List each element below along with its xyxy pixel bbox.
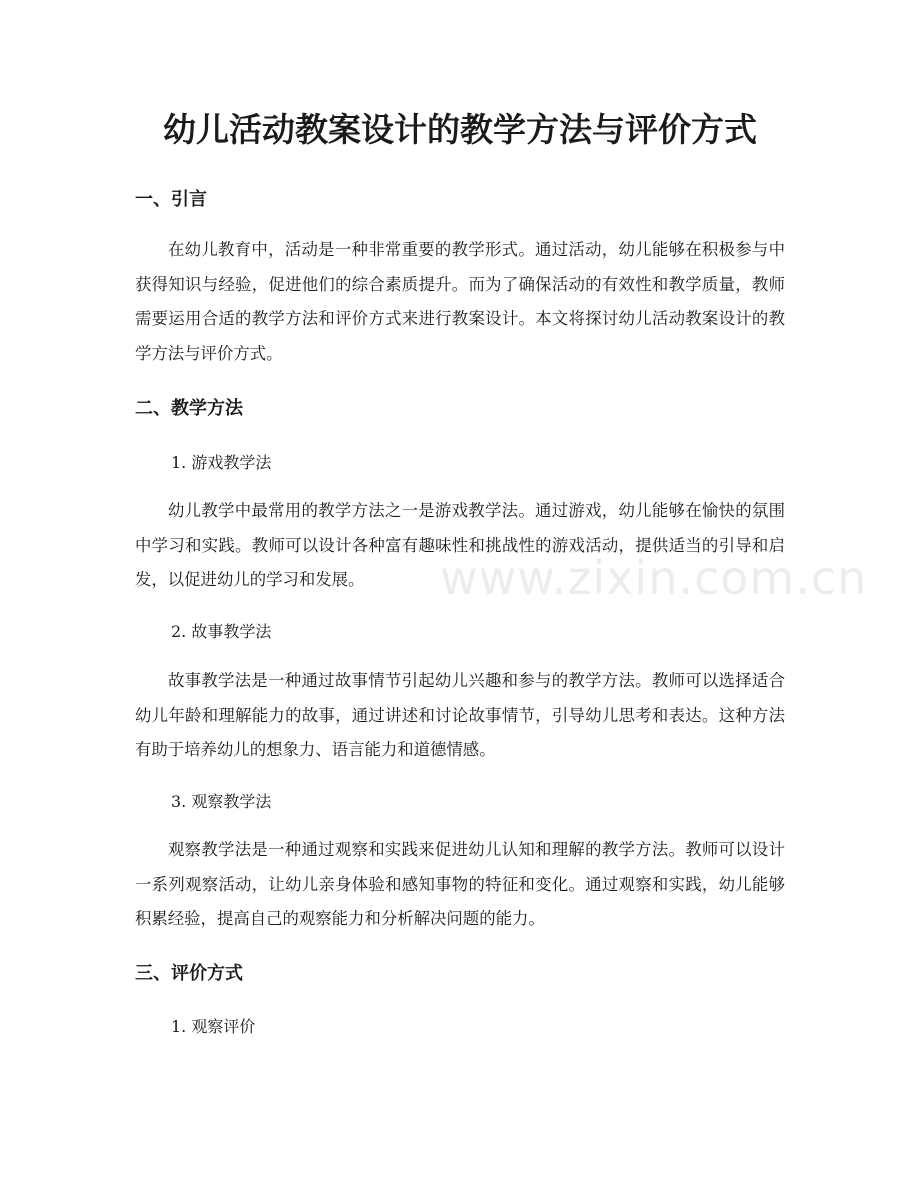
section-heading-methods: 二、教学方法: [135, 398, 243, 419]
method-label-game: 1. 游戏教学法: [171, 453, 272, 472]
method-paragraph-story: 故事教学法是一种通过故事情节引起幼儿兴趣和参与的教学方法。教师可以选择适合幼儿年龄和理解能力的故事，通过讲述和讨论故事情节，引导幼儿思考和表达。这种方法有助于培养幼儿的想象力、语言能力和道德情感。: [135, 671, 785, 759]
document-title: 幼儿活动教案设计的教学方法与评价方式: [163, 110, 757, 149]
evaluation-label-observation: 1. 观察评价: [171, 1017, 256, 1036]
intro-paragraph: 在幼儿教育中，活动是一种非常重要的教学形式。通过活动，幼儿能够在积极参与中获得知识与经验，促进他们的综合素质提升。而为了确保活动的有效性和教学质量，教师需要运用合适的教学方法和评价方式来进行教案设计。本文将探讨幼儿活动教案设计的教学方法与评价方式。: [135, 240, 785, 363]
section-heading-intro: 一、引言: [135, 189, 207, 210]
section-heading-evaluation: 三、评价方式: [135, 963, 243, 984]
method-label-observation: 3. 观察教学法: [171, 792, 272, 811]
method-paragraph-game: 幼儿教学中最常用的教学方法之一是游戏教学法。通过游戏，幼儿能够在愉快的氛围中学习和实践。教师可以设计各种富有趣味性和挑战性的游戏活动，提供适当的引导和启发，以促进幼儿的学习和发展。: [135, 501, 785, 589]
method-label-story: 2. 故事教学法: [171, 622, 272, 641]
watermark-text: www.zixin.com.cn: [440, 551, 868, 605]
method-paragraph-observation: 观察教学法是一种通过观察和实践来促进幼儿认知和理解的教学方法。教师可以设计一系列观察活动，让幼儿亲身体验和感知事物的特征和变化。通过观察和实践，幼儿能够积累经验，提高自己的观察能力和分析解决问题的能力。: [135, 840, 785, 928]
